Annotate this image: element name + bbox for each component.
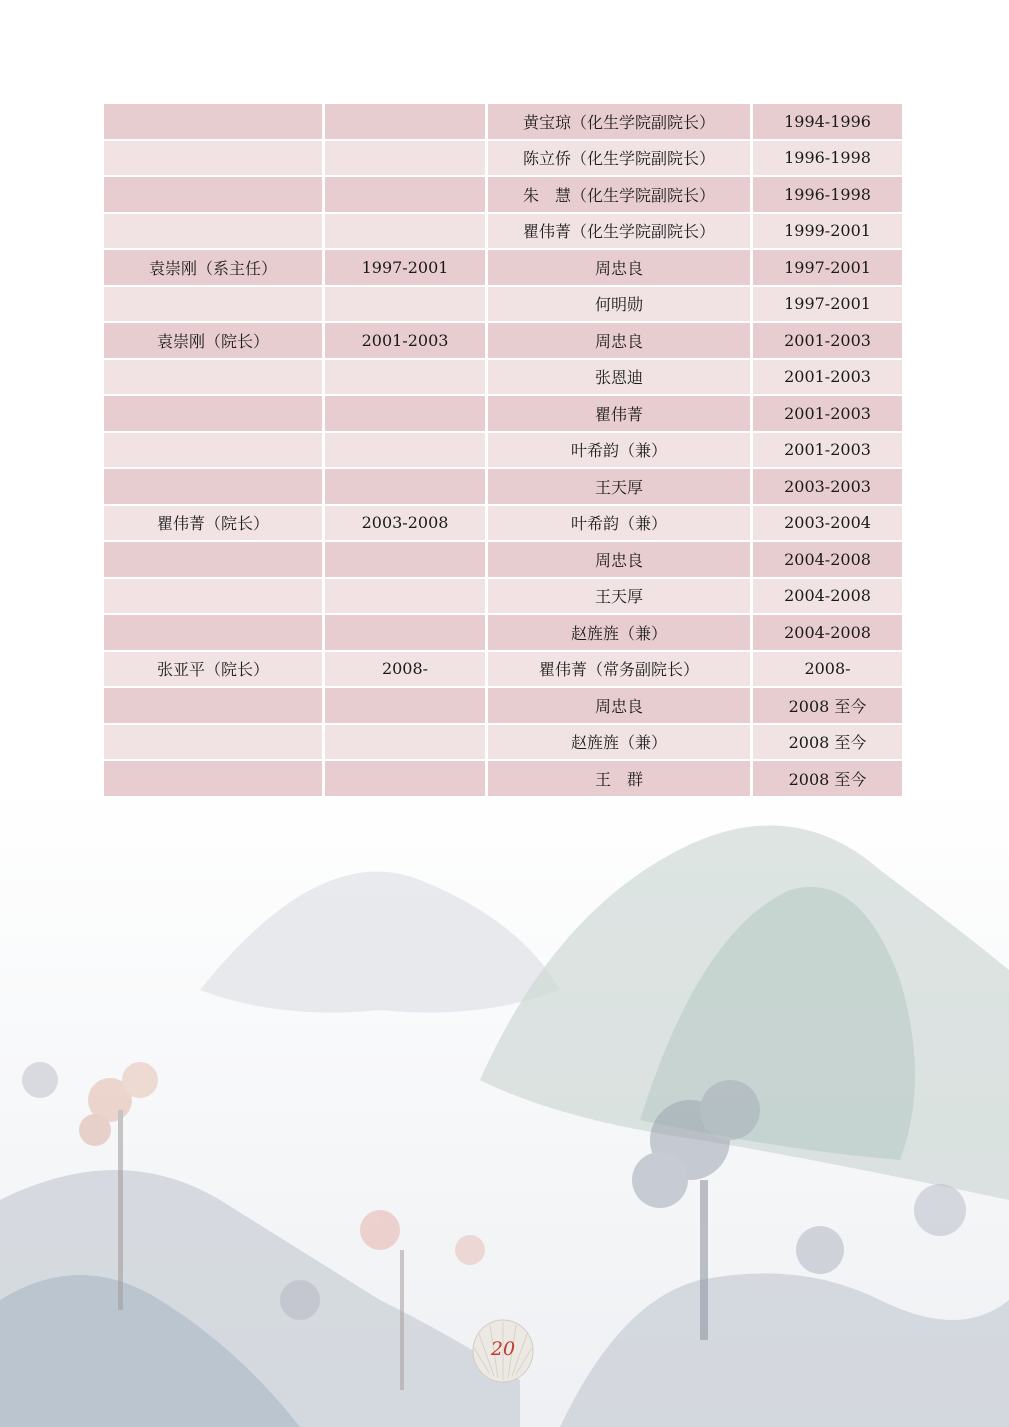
vice-dean-term-cell: 2004-2008 [753,542,902,577]
table-row [104,177,902,212]
vice-dean-cell: 王天厚 [488,579,750,614]
table-row [104,396,902,431]
vice-dean-cell: 瞿伟菁（常务副院长） [488,652,750,687]
page-number-badge [470,1318,536,1384]
vice-dean-cell: 叶希韵（兼） [488,506,750,541]
dean-term-cell [325,579,485,614]
dean-cell: 袁崇刚（院长） [104,323,322,358]
vice-dean-cell: 叶希韵（兼） [488,433,750,468]
dean-cell [104,688,322,723]
dean-term-cell [325,360,485,395]
table-row [104,141,902,176]
dean-term-cell [325,433,485,468]
dean-cell [104,104,322,139]
dean-term-cell: 2003-2008 [325,506,485,541]
table-row [104,652,902,687]
dean-cell [104,177,322,212]
dean-term-cell [325,615,485,650]
vice-dean-term-cell: 2001-2003 [753,396,902,431]
vice-dean-cell: 赵旌旌（兼） [488,725,750,760]
table-row [104,506,902,541]
dean-term-cell [325,761,485,796]
table-row [104,469,902,504]
dean-term-cell [325,688,485,723]
vice-dean-cell: 周忠良 [488,542,750,577]
vice-dean-term-cell: 2008- [753,652,902,687]
dean-cell [104,141,322,176]
table-row [104,579,902,614]
table-row [104,615,902,650]
vice-dean-term-cell: 2003-2003 [753,469,902,504]
dean-term-cell [325,542,485,577]
vice-dean-term-cell: 1996-1998 [753,141,902,176]
vice-dean-cell: 周忠良 [488,323,750,358]
vice-dean-cell: 王 群 [488,761,750,796]
dean-cell [104,725,322,760]
vice-dean-cell: 赵旌旌（兼） [488,615,750,650]
vice-dean-term-cell: 1996-1998 [753,177,902,212]
table-row [104,250,902,285]
table-row [104,542,902,577]
dean-term-cell: 1997-2001 [325,250,485,285]
vice-dean-cell: 周忠良 [488,688,750,723]
dean-cell: 瞿伟菁（院长） [104,506,322,541]
dean-term-cell [325,725,485,760]
dean-cell: 袁崇刚（系主任） [104,250,322,285]
vice-dean-term-cell: 2004-2008 [753,615,902,650]
vice-dean-cell: 王天厚 [488,469,750,504]
vice-dean-cell: 何明勋 [488,287,750,322]
table-row [104,104,902,139]
dean-term-cell [325,214,485,249]
vice-dean-term-cell: 2008 至今 [753,688,902,723]
vice-dean-cell: 陈立侨（化生学院副院长） [488,141,750,176]
dean-cell [104,287,322,322]
dean-term-cell: 2008- [325,652,485,687]
vice-dean-term-cell: 2003-2004 [753,506,902,541]
dean-cell [104,615,322,650]
vice-dean-term-cell: 1997-2001 [753,287,902,322]
vice-dean-cell: 朱 慧（化生学院副院长） [488,177,750,212]
dean-term-cell [325,141,485,176]
vice-dean-term-cell: 1999-2001 [753,214,902,249]
vice-dean-term-cell: 2008 至今 [753,761,902,796]
dean-term-cell [325,287,485,322]
leadership-table [101,102,905,798]
vice-dean-cell: 周忠良 [488,250,750,285]
vice-dean-term-cell: 1997-2001 [753,250,902,285]
page-number: 20 [490,1338,516,1360]
dean-cell [104,360,322,395]
dean-cell [104,579,322,614]
vice-dean-term-cell: 1994-1996 [753,104,902,139]
dean-cell [104,542,322,577]
table-row [104,433,902,468]
dean-term-cell [325,469,485,504]
dean-cell [104,433,322,468]
vice-dean-term-cell: 2004-2008 [753,579,902,614]
dean-cell [104,396,322,431]
dean-term-cell [325,104,485,139]
dean-term-cell [325,396,485,431]
dean-cell [104,761,322,796]
table-row [104,688,902,723]
vice-dean-term-cell: 2001-2003 [753,433,902,468]
dean-term-cell: 2001-2003 [325,323,485,358]
vice-dean-cell: 黄宝琼（化生学院副院长） [488,104,750,139]
table-row [104,214,902,249]
table-row [104,360,902,395]
vice-dean-term-cell: 2008 至今 [753,725,902,760]
dean-cell [104,214,322,249]
vice-dean-term-cell: 2001-2003 [753,323,902,358]
vice-dean-cell: 瞿伟菁（化生学院副院长） [488,214,750,249]
table-row [104,323,902,358]
dean-cell [104,469,322,504]
table-row [104,761,902,796]
vice-dean-cell: 张恩迪 [488,360,750,395]
vice-dean-cell: 瞿伟菁 [488,396,750,431]
table-row [104,725,902,760]
vice-dean-term-cell: 2001-2003 [753,360,902,395]
dean-cell: 张亚平（院长） [104,652,322,687]
table-row [104,287,902,322]
dean-term-cell [325,177,485,212]
